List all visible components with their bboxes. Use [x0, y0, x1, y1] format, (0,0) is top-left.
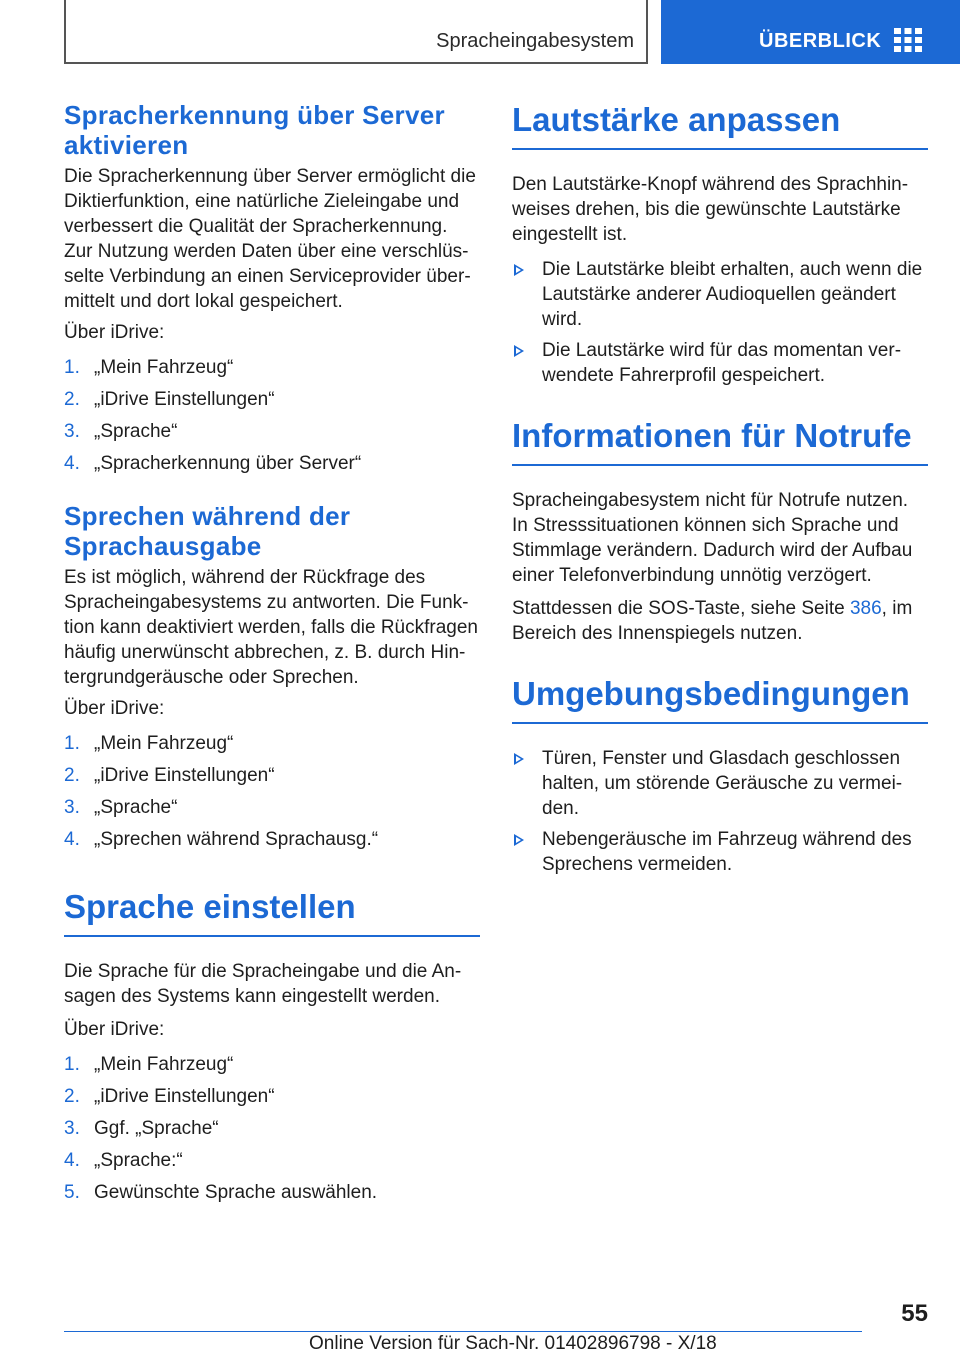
- list-item: 5. Gewünschte Sprache auswählen.: [64, 1182, 378, 1203]
- bullet-list: [512, 257, 928, 388]
- paragraph: Den Lautstärke-Knopf während des Sprachhinweises drehen, bis die gewünschte Lautstärke eingestellt ist.: [512, 174, 909, 245]
- section-title-emergency-calls: Informationen für Notrufe: [512, 416, 928, 466]
- section-title-language-settings: Sprache einstellen: [64, 887, 480, 937]
- list-item: 4. „Sprechen während Sprachausg.“: [64, 829, 379, 850]
- overview-tab[interactable]: [661, 0, 960, 64]
- header-section-title: Spracheingabesystem: [436, 30, 634, 52]
- paragraph: Die Sprache für die Spracheingabe und die Ansagen des Systems kann eingestellt werden.: [64, 961, 462, 1007]
- section-title-server-recognition: Spracherkennung über Server aktivieren: [64, 100, 445, 160]
- list-item: 3. „Sprache“: [64, 421, 178, 442]
- page-link-386[interactable]: 386: [849, 598, 882, 619]
- paragraph: Spracheingabesystem nicht für Notrufe nutzen. In Stresssituationen können sich Sprache und Stimmlage verändern. Dadurch wird der Aufbau einer Telefonverbindung unnötig verzögert.: [512, 490, 913, 586]
- idrive-label: Über iDrive:: [64, 1019, 165, 1040]
- idrive-label: Über iDrive:: [64, 322, 165, 343]
- section-title-speak-during-output: Sprechen während der Sprachausgabe: [64, 501, 351, 561]
- list-item: Nebengeräusche im Fahrzeug während des Sprechens vermeiden.: [512, 827, 928, 877]
- list-item: 3. Ggf. „Sprache“: [64, 1118, 219, 1139]
- footer-divider: [64, 1331, 862, 1332]
- section-title-volume: Lautstärke anpassen: [512, 100, 928, 150]
- paragraph: Die Spracherkennung über Server ermöglicht die Diktierfunktion, eine natürliche Zieleingabe und verbessert die Qualität der Spracherkennung. Zur Nutzung werden Daten über eine verschlüsselte Verbindung an einen Serviceprovider übermittelt und dort lokal gespeichert.: [64, 166, 476, 312]
- triangle-bullet-icon: [514, 345, 524, 357]
- triangle-bullet-icon: [514, 264, 524, 276]
- triangle-bullet-icon: [514, 753, 524, 765]
- list-item: 2. „iDrive Einstellungen“: [64, 389, 275, 410]
- bullet-list: [512, 746, 928, 877]
- list-item: 3. „Sprache“: [64, 797, 178, 818]
- list-item: 1. „Mein Fahrzeug“: [64, 1054, 234, 1075]
- right-column: [512, 100, 928, 883]
- list-item: 2. „iDrive Einstellungen“: [64, 765, 275, 786]
- page-number: 55: [901, 1300, 928, 1327]
- paragraph-sos: Stattdessen die SOS-Taste, siehe Seite 386, im Bereich des Innenspiegels nutzen.: [512, 598, 913, 644]
- list-item: 2. „iDrive Einstellungen“: [64, 1086, 275, 1107]
- paragraph: Es ist möglich, während der Rückfrage des Spracheingabesystems zu antworten. Die Funktion kann deaktiviert werden, falls die Rückfragen häufig unerwünscht abbrechen, z. B. durch Hintergrundgeräusche oder Sprechen.: [64, 567, 479, 688]
- section-title-environment: Umgebungsbedingungen: [512, 674, 928, 724]
- list-item: 4. „Spracherkennung über Server“: [64, 453, 362, 474]
- list-item: Die Lautstärke bleibt erhalten, auch wenn die Lautstärke anderer Audioquellen geändert wird.: [512, 257, 928, 332]
- step-list: [64, 731, 480, 859]
- step-list: [64, 1052, 480, 1212]
- grid-icon: [894, 28, 922, 52]
- idrive-label: Über iDrive:: [64, 698, 165, 719]
- footer-version-text: Online Version für Sach-Nr. 01402896798 - X/18: [309, 1333, 717, 1354]
- list-item: 1. „Mein Fahrzeug“: [64, 357, 234, 378]
- overview-tab-label: ÜBERBLICK: [759, 30, 882, 52]
- step-list: [64, 355, 480, 483]
- list-item: Türen, Fenster und Glasdach geschlossen halten, um störende Geräusche zu vermeiden.: [512, 746, 928, 821]
- left-column: [64, 100, 480, 1212]
- list-item: Die Lautstärke wird für das momentan verwendete Fahrerprofil gespeichert.: [512, 338, 928, 388]
- triangle-bullet-icon: [514, 834, 524, 846]
- header-section-box: [64, 0, 648, 64]
- list-item: 1. „Mein Fahrzeug“: [64, 733, 234, 754]
- list-item: 4. „Sprache:“: [64, 1150, 183, 1171]
